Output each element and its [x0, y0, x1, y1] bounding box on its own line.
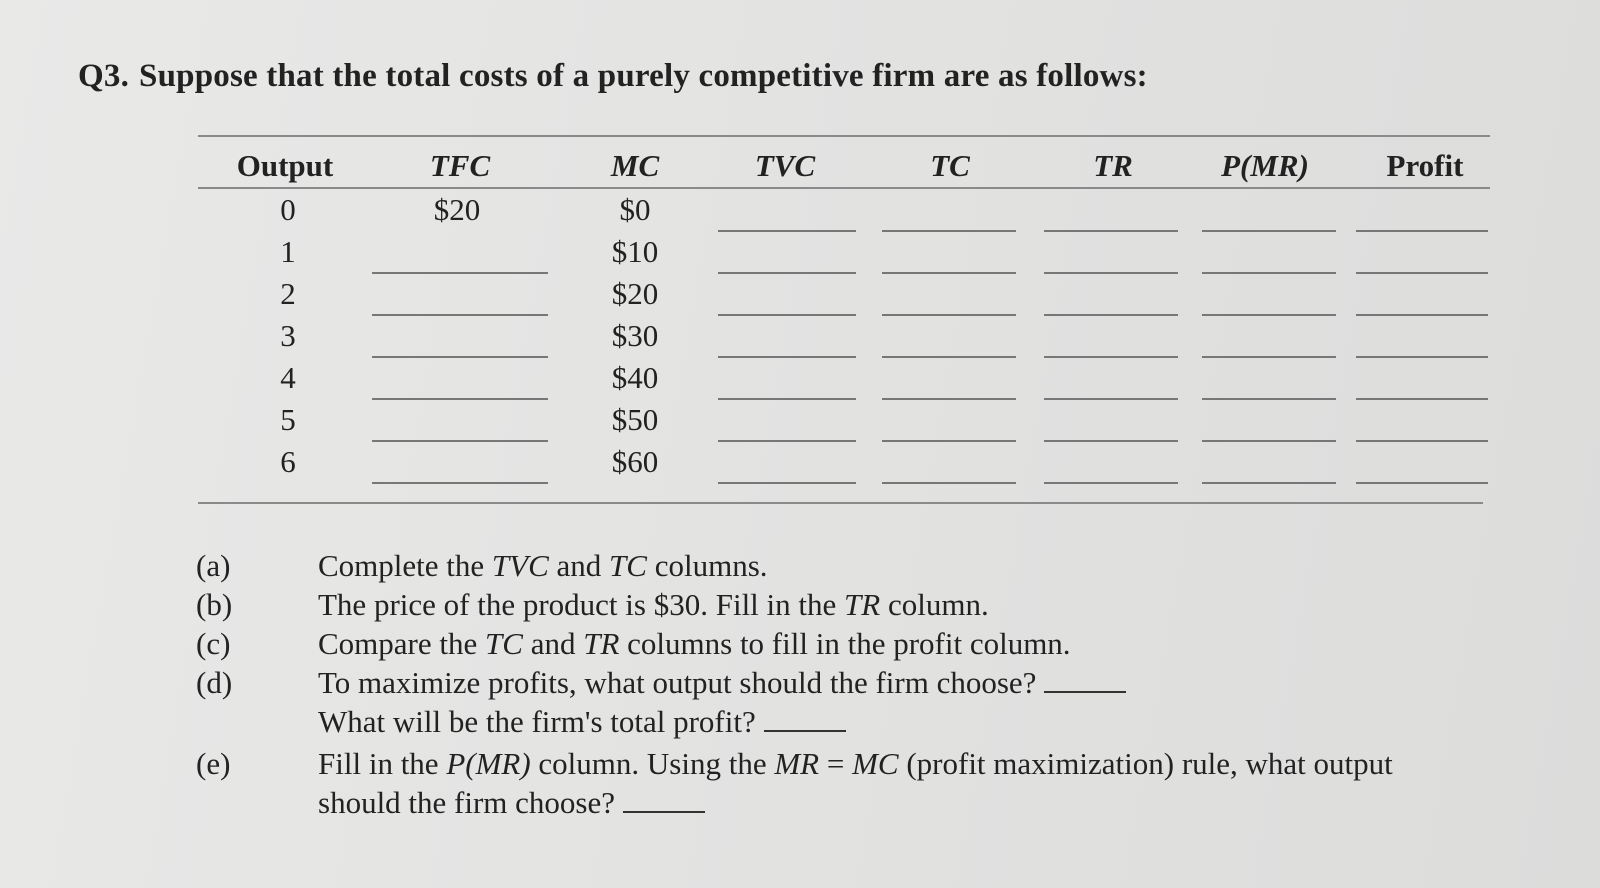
- profit-blank-line[interactable]: [1356, 272, 1488, 274]
- question-text: Suppose that the total costs of a purely competitive firm are as follows:: [139, 58, 1148, 94]
- answer-blank-output[interactable]: [1044, 691, 1126, 693]
- tfc-blank-line[interactable]: [372, 440, 548, 442]
- cell-mc: $10: [611, 234, 659, 269]
- cell-mc: $60: [611, 444, 659, 479]
- header-profit: Profit: [1386, 148, 1464, 183]
- tfc-blank-line[interactable]: [372, 398, 548, 400]
- part-letter-b: (b): [196, 587, 233, 622]
- header-tr: TR: [1093, 148, 1133, 183]
- tc-blank-line[interactable]: [882, 482, 1016, 484]
- profit-blank-line[interactable]: [1356, 440, 1488, 442]
- part-c-text: Compare the TC and TR columns to fill in the profit column.: [318, 626, 1071, 661]
- part-letter-d: (d): [196, 665, 233, 700]
- tr-blank-line[interactable]: [1044, 272, 1178, 274]
- cell-mc: $40: [611, 360, 659, 395]
- header-tvc: TVC: [754, 148, 816, 183]
- cell-output: 4: [280, 360, 296, 395]
- table-header-rule: [198, 187, 1490, 189]
- cell-output: 0: [280, 192, 296, 227]
- header-mc: MC: [610, 148, 660, 183]
- part-e-line2: should the firm choose?: [318, 785, 705, 821]
- pmr-blank-line[interactable]: [1202, 398, 1336, 400]
- answer-blank-profit[interactable]: [764, 730, 846, 732]
- profit-blank-line[interactable]: [1356, 398, 1488, 400]
- tvc-blank-line[interactable]: [718, 398, 856, 400]
- tc-blank-line[interactable]: [882, 272, 1016, 274]
- part-letter-c: (c): [196, 626, 231, 661]
- pmr-blank-line[interactable]: [1202, 230, 1336, 232]
- tr-blank-line[interactable]: [1044, 398, 1178, 400]
- tc-blank-line[interactable]: [882, 398, 1016, 400]
- pmr-blank-line[interactable]: [1202, 440, 1336, 442]
- table-top-rule: [198, 135, 1490, 137]
- tvc-blank-line[interactable]: [718, 440, 856, 442]
- tr-blank-line[interactable]: [1044, 440, 1178, 442]
- cell-mc: $0: [619, 192, 651, 227]
- tr-blank-line[interactable]: [1044, 230, 1178, 232]
- answer-blank-mr-output[interactable]: [623, 811, 705, 813]
- cell-output: 1: [280, 234, 296, 269]
- header-pmr: P(MR): [1221, 148, 1309, 183]
- cell-mc: $50: [611, 402, 659, 437]
- profit-blank-line[interactable]: [1356, 482, 1488, 484]
- pmr-blank-line[interactable]: [1202, 314, 1336, 316]
- tfc-blank-line[interactable]: [372, 482, 548, 484]
- tfc-blank-line[interactable]: [372, 272, 548, 274]
- part-b-text: The price of the product is $30. Fill in the TR column.: [318, 587, 989, 622]
- tfc-blank-line[interactable]: [372, 356, 548, 358]
- cell-mc: $30: [611, 318, 659, 353]
- question-heading: [78, 58, 1148, 95]
- tc-blank-line[interactable]: [882, 356, 1016, 358]
- tr-blank-line[interactable]: [1044, 356, 1178, 358]
- cell-output: 3: [280, 318, 296, 353]
- profit-blank-line[interactable]: [1356, 314, 1488, 316]
- tvc-blank-line[interactable]: [718, 272, 856, 274]
- question-number: Q3.: [78, 58, 130, 94]
- part-e-line1: Fill in the P(MR) column. Using the MR = MC (profit maximization) rule, what output: [318, 746, 1393, 781]
- part-letter-a: (a): [196, 548, 231, 583]
- pmr-blank-line[interactable]: [1202, 356, 1336, 358]
- cell-tfc: $20: [433, 192, 481, 227]
- cell-output: 5: [280, 402, 296, 437]
- pmr-blank-line[interactable]: [1202, 272, 1336, 274]
- tvc-blank-line[interactable]: [718, 482, 856, 484]
- cell-output: 6: [280, 444, 296, 479]
- header-output: Output: [236, 148, 334, 183]
- table-bottom-rule: [198, 502, 1483, 504]
- tc-blank-line[interactable]: [882, 440, 1016, 442]
- tfc-blank-line[interactable]: [372, 314, 548, 316]
- header-tfc: TFC: [429, 148, 491, 183]
- cell-output: 2: [280, 276, 296, 311]
- profit-blank-line[interactable]: [1356, 356, 1488, 358]
- tc-blank-line[interactable]: [882, 230, 1016, 232]
- cell-mc: $20: [611, 276, 659, 311]
- header-tc: TC: [930, 148, 970, 183]
- tr-blank-line[interactable]: [1044, 482, 1178, 484]
- profit-blank-line[interactable]: [1356, 230, 1488, 232]
- pmr-blank-line[interactable]: [1202, 482, 1336, 484]
- tvc-blank-line[interactable]: [718, 314, 856, 316]
- tvc-blank-line[interactable]: [718, 230, 856, 232]
- part-a-text: Complete the TVC and TC columns.: [318, 548, 768, 583]
- part-letter-e: (e): [196, 746, 231, 781]
- tc-blank-line[interactable]: [882, 314, 1016, 316]
- part-d-line2: What will be the firm's total profit?: [318, 704, 846, 740]
- part-d-line1: To maximize profits, what output should the firm choose?: [318, 665, 1126, 701]
- tr-blank-line[interactable]: [1044, 314, 1178, 316]
- tvc-blank-line[interactable]: [718, 356, 856, 358]
